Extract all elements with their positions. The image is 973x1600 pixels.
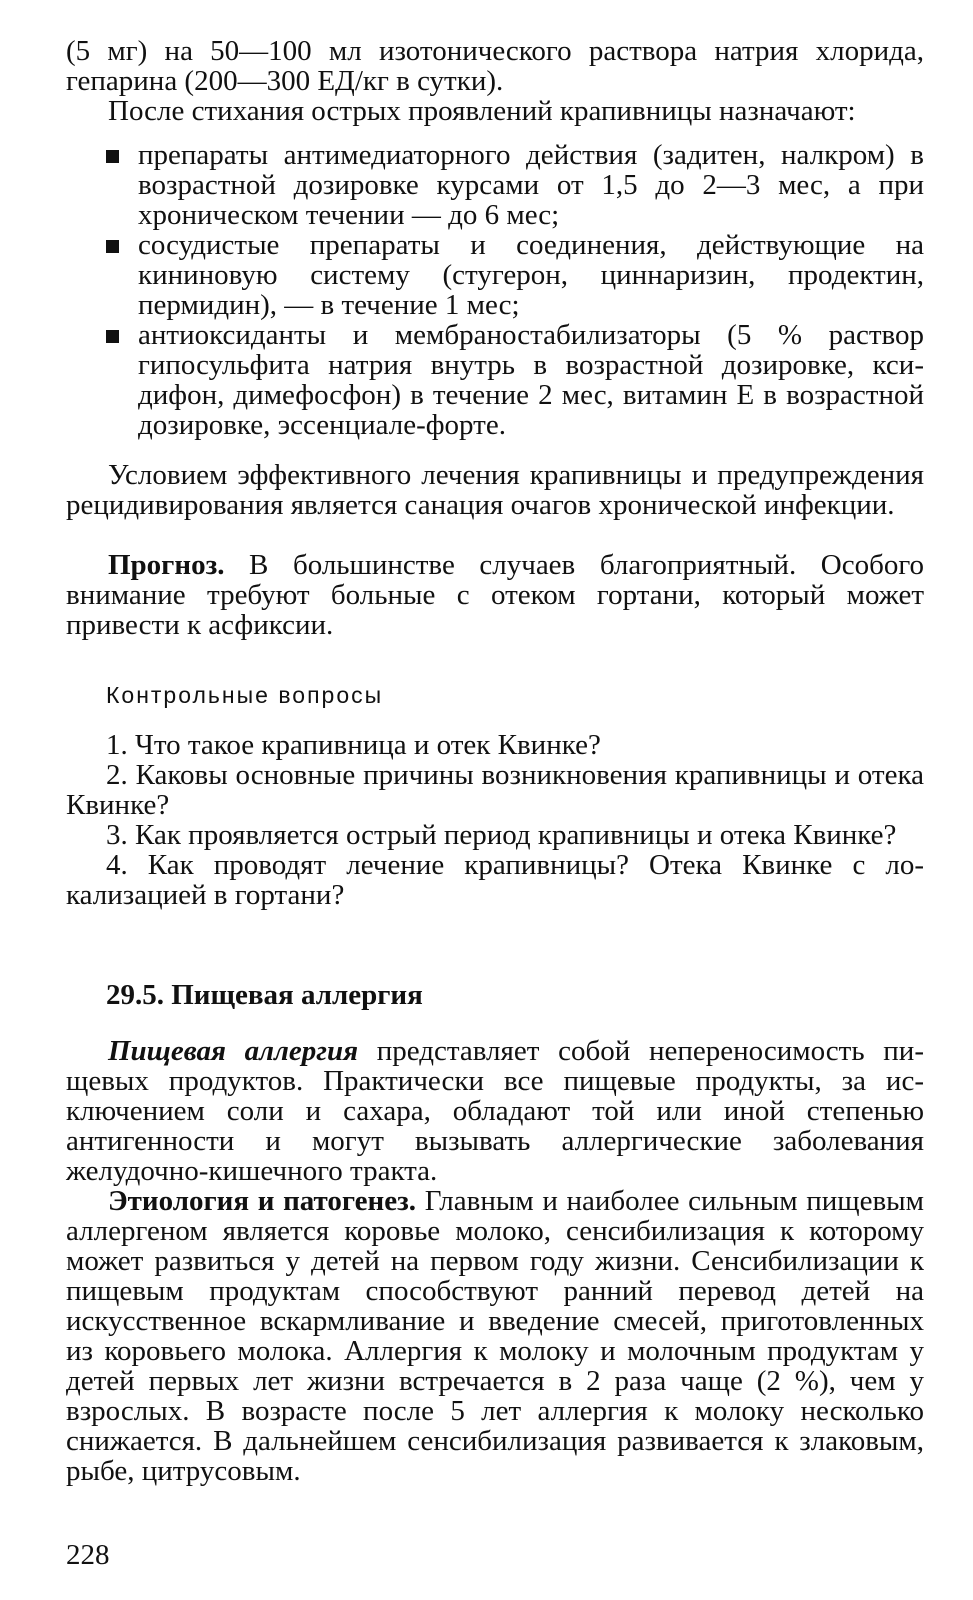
page-number: 228 <box>66 1539 110 1571</box>
question-item: 4. Как проводят лечение крапивницы? Отека Квинке с локализацией в гортани? <box>66 849 924 911</box>
continuation-paragraph <box>66 36 924 96</box>
treatment-list <box>106 140 924 440</box>
bullet-item <box>106 320 924 440</box>
bullet-text: препараты антимедиаторного действия (задитен, налкром) в возрастной дозировке курсами от 1,5 до 2—3 мес, а при хроническом течении — до 6 мес; <box>138 139 924 231</box>
section-title: 29.5. Пищевая аллергия <box>106 979 423 1011</box>
square-bullet-icon <box>106 240 119 253</box>
prognosis-paragraph <box>66 550 924 640</box>
question-item: 3. Как проявляется острый период крапивницы и отека Квинке? <box>106 819 897 851</box>
food-allergy-paragraph <box>66 1036 924 1186</box>
intro-text: После стихания острых проявлений крапивницы назначают: <box>108 95 856 127</box>
question-item: 2. Каковы основные причины возникновения крапивницы и отека Квинке? <box>66 759 924 821</box>
condition-text: Условием эффективного лечения крапивницы и предупреждения рецидивирования является санация очагов хронической инфекции. <box>66 459 924 521</box>
continuation-text: (5 мг) на 50—100 мл изотонического раствора натрия хлорида, гепарина (200—300 ЕД/кг в сутки). <box>66 35 924 97</box>
questions-list <box>66 730 924 910</box>
condition-paragraph <box>66 460 924 520</box>
bullet-text: сосудистые препараты и соединения, действующие на кининовую систему (стугерон, циннаризин, продектин, пермидин), — в течение 1 мес; <box>138 229 924 321</box>
prognosis-label: Прогноз. <box>108 549 225 581</box>
bullet-item <box>106 230 924 320</box>
food-allergy-text: представляет собой непереносимость пищевых продуктов. Практически все пищевые продукты, за исключением соли и сахара, обладают той или иной степенью антигенности и могут вызывать аллергические заболевания желудочно-кишечного тракта. <box>66 1035 924 1187</box>
square-bullet-icon <box>106 330 119 343</box>
etiology-text: Главным и наиболее сильным пищевым аллергеном является коровье молоко, сенсибилизация к которому может развиться у детей на первом году жизни. Сенсибилизации к пищевым продуктам способствуют ранний перевод детей на искусственное вскармливание и введение смесей, приготовленных из коровьего молока. Аллергия к молоку и молочным продуктам у детей первых лет жизни встречается в 2 раза чаще (2 %), чем у взрослых. В возрасте после 5 лет аллергия к молоку несколько снижается. В дальнейшем сенсибилизация развивается к злаковым, рыбе, цитрусовым. <box>66 1185 924 1487</box>
food-allergy-term: Пищевая аллергия <box>108 1035 359 1067</box>
etiology-paragraph <box>66 1186 924 1486</box>
bullet-text: антиоксиданты и мембраностабилизаторы (5 % раствор гипосульфита натрия внутрь в возрастной дозировке, ксидифон, димефосфон) в течение 2 мес, витамин Е в возрастной дозировке, эссенциале-форте. <box>138 319 924 441</box>
prognosis-text: В большинстве случаев благоприятный. Особого внимание требуют больные с отеком гортани, который может привести к асфиксии. <box>66 549 924 641</box>
questions-heading: Контрольные вопросы <box>106 682 384 708</box>
intro-paragraph <box>66 96 924 126</box>
bullet-item <box>106 140 924 230</box>
square-bullet-icon <box>106 150 119 163</box>
question-item: 1. Что такое крапивница и отек Квинке? <box>106 729 601 761</box>
etiology-label: Этиология и патогенез. <box>108 1185 417 1217</box>
